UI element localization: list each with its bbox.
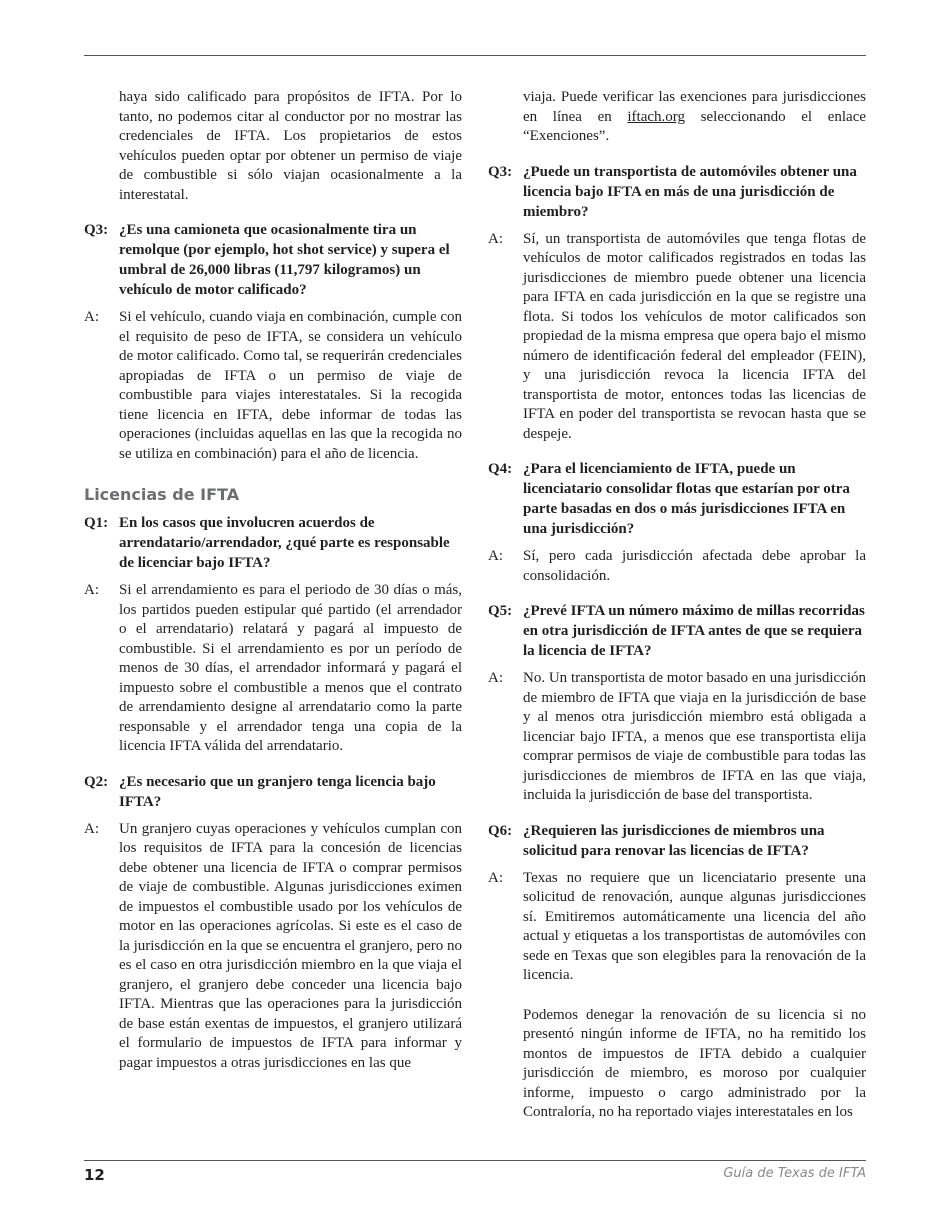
- answer-text: Un granjero cuyas operaciones y vehículos cumplan con los requisitos de IFTA para la concesión de licencias debe obtener una licencia de IFTA o comprar permisos de viaje de combustible. Algunas jurisdicciones eximen de impuestos el combustible usado por los vehículos de motor en las operaciones agrícolas. Si este es el caso de la jurisdicción en la que se encuentra el granjero, pero no es el caso en otra jurisdicción miembro en la que viaja el granjero, el granjero debe conceder una licencia bajo IFTA. Mientras que las operaciones para la jurisdicción de base están exentas de impuestos, el granjero utilizará el formulario de impuestos de IFTA para informar y pagar impuestos a otras jurisdicciones en las que: [119, 820, 462, 1071]
- question-text: ¿Para el licenciamiento de IFTA, puede un licenciatario consolidar flotas que estarían por otra parte basadas en dos o más jurisdicciones IFTA en una jurisdicción?: [523, 461, 850, 537]
- answer-text: Sí, un transportista de automóviles que tenga flotas de vehículos de motor calificados registrados en todas las jurisdicciones de miembro puede obtener una licencia para IFTA en cada jurisdicción en la que se registre una flota. Si todos los vehículos de motor calificados son propiedad de la misma empresa que opera bajo el mismo número de identificación federal del empleador (FEIN), y una jurisdicción revoca la licencia IFTA del transportista de motor, entonces todas las licencias de IFTA en poder del transportista se revocan hasta que se despeje.: [523, 230, 866, 442]
- question-q5: [488, 601, 866, 661]
- answer-q2: [84, 820, 462, 1074]
- question-q3-right: [488, 162, 866, 222]
- question-label: Q4:: [488, 461, 513, 477]
- continuation-text-start: viaja. Puede verificar las exenciones para jurisdicciones en línea en: [523, 89, 866, 125]
- question-label: Q6:: [488, 822, 513, 839]
- left-column: [84, 88, 462, 1088]
- answer-text: Sí, pero cada jurisdicción afectada debe aprobar la consolidación.: [523, 548, 866, 584]
- answer-label: A:: [488, 548, 503, 564]
- question-q6: [488, 821, 866, 861]
- question-text: ¿Puede un transportista de automóviles obtener una licencia bajo IFTA en más de una jurisdicción de miembro?: [523, 163, 857, 220]
- answer-label: A:: [84, 582, 99, 598]
- question-q2: [84, 772, 462, 812]
- answer-text: Texas no requiere que un licenciatario presente una solicitud de renovación, aunque algunas jurisdicciones sí. Emitiremos automáticamente una licencia del año actual y etiquetas a los transportistas de automóviles con sede en Texas que son elegibles para la renovación de la licencia.: [523, 869, 866, 983]
- question-text: ¿Es necesario que un granjero tenga licencia bajo IFTA?: [119, 773, 436, 810]
- section-heading: Licencias de IFTA: [84, 485, 240, 504]
- question-text: ¿Es una camioneta que ocasionalmente tira un remolque (por ejemplo, hot shot service) y supera el umbral de 26,000 libras (11,797 kilogramos) un vehículo de motor calificado?: [119, 222, 450, 298]
- question-label: Q1:: [84, 515, 109, 531]
- answer-q6: [488, 869, 866, 986]
- answer-label: A:: [84, 820, 99, 837]
- answer-q5: [488, 669, 866, 806]
- question-q1: [84, 513, 462, 573]
- answer-label: A:: [84, 309, 99, 325]
- answer-q1: [84, 581, 462, 757]
- question-q3-left: [84, 220, 462, 300]
- question-text: ¿Requieren las jurisdicciones de miembros una solicitud para renovar las licencias de IFTA?: [523, 822, 825, 859]
- footer-rule: [84, 1160, 866, 1161]
- answer-text: Si el arrendamiento es para el periodo de 30 días o más, los partidos pueden estipular qué partido (el arrendador o el arrendatario) relatará y pagará al impuesto de combustible. Si el arrendamiento es por un período de menos de 30 días, el arrendador informará y pagará el impuesto sobre el combustible a menos que el contrato de arrendamiento designe al arrendatario como la parte responsable y el arrendador tenga una copia de la licencia IFTA válida del arrendatario.: [119, 582, 462, 754]
- answer-label: A:: [488, 230, 503, 247]
- answer-text: No. Un transportista de motor basado en una jurisdicción de miembro de IFTA que viaja en la jurisdicción de base y al menos otra jurisdicción miembro está obligada a licenciar bajo IFTA, a menos que ese transportista elija comprar permisos de viaje de combustible para todas las jurisdicciones de miembros de IFTA en las que viaja, incluida la jurisdicción de base del transportista.: [523, 670, 866, 803]
- question-q4: [488, 459, 866, 539]
- question-label: Q5:: [488, 603, 513, 619]
- answer-q4: [488, 547, 866, 586]
- answer-q3-right: [488, 230, 866, 445]
- answer-text: Si el vehículo, cuando viaja en combinación, cumple con el requisito de peso de IFTA, se considera un vehículo de motor calificado. Como tal, se requerirán credenciales apropiadas de IFTA o un permiso de viaje de combustible para viajes interestatales. Si la recogida tiene licencia en IFTA, debe informar de todas las operaciones (incluidas aquellas en las que la recogida no se utiliza en combinación) para el año de licencia.: [119, 309, 462, 462]
- answer-q6-paragraph-2: Podemos denegar la renovación de su licencia si no presentó ningún informe de IFTA, no ha remitido los montos de impuestos de IFTA debido a cualquier jurisdicción de miembro, es moroso por cualquier informe, impuesto o cargo administrado por la Contraloría, no ha reportado viajes interestatales en los: [523, 1006, 866, 1120]
- footer-title: Guía de Texas de IFTA: [723, 1166, 866, 1181]
- iftach-link[interactable]: iftach.org: [627, 108, 686, 125]
- question-label: Q3:: [488, 163, 513, 180]
- answer-q3-left: [84, 308, 462, 464]
- continuation-paragraph: [523, 88, 866, 147]
- continuation-paragraph: haya sido calificado para propósitos de IFTA. Por lo tanto, no podemos citar al conductor por no mostrar las credenciales de IFTA. Los propietarios de estos vehículos pueden optar por obtener un permiso de viaje de combustible si sólo viajan ocasionalmente a la interestatal.: [119, 89, 462, 203]
- question-label: Q2:: [84, 773, 109, 790]
- answer-label: A:: [488, 670, 503, 686]
- continuation-text-end: seleccionando el enlace “Exenciones”.: [523, 108, 867, 144]
- question-label: Q3:: [84, 222, 109, 238]
- page-number: 12: [84, 1166, 105, 1184]
- question-text: En los casos que involucren acuerdos de arrendatario/arrendador, ¿qué parte es responsable de licenciar bajo IFTA?: [119, 515, 450, 571]
- answer-label: A:: [488, 869, 503, 886]
- right-column: [488, 88, 866, 1123]
- question-text: ¿Prevé IFTA un número máximo de millas recorridas en otra jurisdicción de IFTA antes de que se requiera la licencia de IFTA?: [523, 603, 865, 659]
- header-rule: [84, 55, 866, 56]
